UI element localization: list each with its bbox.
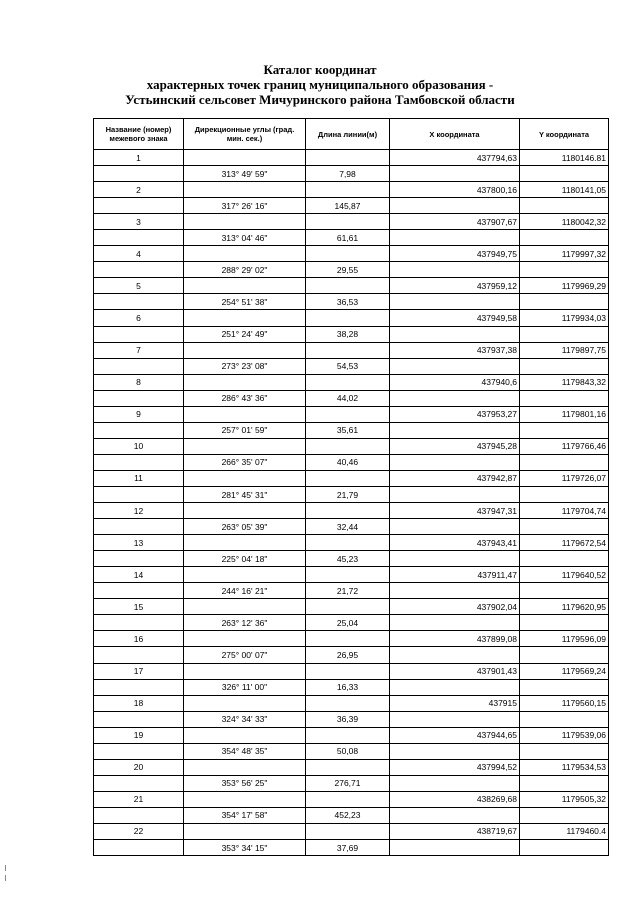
direction-angle-cell: 353° 34' 15" [184,840,306,856]
segment-row [94,486,609,502]
empty-cell [390,294,520,310]
direction-angle-cell: 288° 29' 02" [184,262,306,278]
y-coordinate-cell: 1179897,75 [520,342,609,358]
empty-cell [390,198,520,214]
direction-angle-cell: 354° 48' 35" [184,743,306,759]
point-row [94,759,609,775]
point-row [94,374,609,390]
empty-cell [390,519,520,535]
x-coordinate-cell: 437902,04 [390,599,520,615]
empty-cell [94,390,184,406]
point-row [94,150,609,166]
point-name-cell: 3 [94,214,184,230]
x-coordinate-cell: 437959,12 [390,278,520,294]
direction-angle-cell: 281° 45' 31" [184,486,306,502]
empty-cell [184,310,306,326]
y-coordinate-cell: 1179672,54 [520,535,609,551]
segment-row [94,230,609,246]
empty-cell [390,326,520,342]
point-row [94,214,609,230]
direction-angle-cell: 251° 24' 49" [184,326,306,342]
point-row [94,567,609,583]
direction-angle-cell: 257° 01' 59" [184,422,306,438]
y-coordinate-cell: 1180042,32 [520,214,609,230]
y-coordinate-cell: 1179997,32 [520,246,609,262]
y-coordinate-cell: 1179726,07 [520,470,609,486]
empty-cell [390,711,520,727]
empty-cell [94,486,184,502]
point-name-cell: 20 [94,759,184,775]
direction-angle-cell: 275° 00' 07" [184,647,306,663]
empty-cell [520,775,609,791]
segment-row [94,647,609,663]
empty-cell [390,358,520,374]
line-length-cell: 36,53 [306,294,390,310]
document-title [0,62,640,107]
empty-cell [306,695,390,711]
empty-cell [390,807,520,823]
empty-cell [520,807,609,823]
empty-cell [520,519,609,535]
header-x: X координата [390,119,520,150]
y-coordinate-cell: 1179934,03 [520,310,609,326]
point-name-cell: 16 [94,631,184,647]
empty-cell [390,454,520,470]
x-coordinate-cell: 437901,43 [390,663,520,679]
empty-cell [520,422,609,438]
y-coordinate-cell: 1179534,53 [520,759,609,775]
empty-cell [94,551,184,567]
y-coordinate-cell: 1179766,46 [520,438,609,454]
margin-mark [5,865,6,871]
line-length-cell: 21,72 [306,583,390,599]
table-body [94,150,609,856]
empty-cell [390,422,520,438]
segment-row [94,198,609,214]
empty-cell [184,791,306,807]
direction-angle-cell: 313° 04' 46" [184,230,306,246]
point-name-cell: 12 [94,503,184,519]
empty-cell [184,631,306,647]
empty-cell [306,503,390,519]
title-line-2: характерных точек границ муниципального образования - [146,77,494,92]
empty-cell [306,374,390,390]
segment-row [94,166,609,182]
empty-cell [306,631,390,647]
point-row [94,823,609,839]
point-name-cell: 4 [94,246,184,262]
empty-cell [520,679,609,695]
empty-cell [184,374,306,390]
empty-cell [306,663,390,679]
empty-cell [390,840,520,856]
point-row [94,246,609,262]
line-length-cell: 32,44 [306,519,390,535]
empty-cell [306,759,390,775]
empty-cell [390,583,520,599]
segment-row [94,454,609,470]
segment-row [94,390,609,406]
empty-cell [306,438,390,454]
segment-row [94,840,609,856]
direction-angle-cell: 353° 56' 25" [184,775,306,791]
x-coordinate-cell: 437949,58 [390,310,520,326]
y-coordinate-cell: 1179539,06 [520,727,609,743]
empty-cell [94,519,184,535]
x-coordinate-cell: 437944,65 [390,727,520,743]
empty-cell [390,615,520,631]
segment-row [94,615,609,631]
empty-cell [520,647,609,663]
point-row [94,342,609,358]
empty-cell [184,214,306,230]
empty-cell [184,342,306,358]
empty-cell [306,535,390,551]
point-name-cell: 5 [94,278,184,294]
segment-row [94,583,609,599]
x-coordinate-cell: 437937,38 [390,342,520,358]
direction-angle-cell: 225° 04' 18" [184,551,306,567]
point-row [94,695,609,711]
empty-cell [184,759,306,775]
header-angle: Дирекционные углы (град. мин. сек.) [184,119,306,150]
empty-cell [390,166,520,182]
point-row [94,663,609,679]
x-coordinate-cell: 437947,31 [390,503,520,519]
empty-cell [184,503,306,519]
empty-cell [520,551,609,567]
margin-mark [5,875,6,881]
empty-cell [184,567,306,583]
line-length-cell: 452,23 [306,807,390,823]
point-name-cell: 18 [94,695,184,711]
empty-cell [520,230,609,246]
point-name-cell: 22 [94,823,184,839]
point-row [94,310,609,326]
x-coordinate-cell: 437911,47 [390,567,520,583]
x-coordinate-cell: 437800,16 [390,182,520,198]
x-coordinate-cell: 438719,67 [390,823,520,839]
x-coordinate-cell: 437915 [390,695,520,711]
line-length-cell: 26,95 [306,647,390,663]
y-coordinate-cell: 1179704,74 [520,503,609,519]
x-coordinate-cell: 437945,28 [390,438,520,454]
y-coordinate-cell: 1179560,15 [520,695,609,711]
point-name-cell: 7 [94,342,184,358]
y-coordinate-cell: 1179620,95 [520,599,609,615]
empty-cell [306,182,390,198]
x-coordinate-cell: 437899,08 [390,631,520,647]
line-length-cell: 21,79 [306,486,390,502]
y-coordinate-cell: 1179596,09 [520,631,609,647]
empty-cell [306,727,390,743]
empty-cell [306,567,390,583]
line-length-cell: 44,02 [306,390,390,406]
empty-cell [184,663,306,679]
empty-cell [94,326,184,342]
empty-cell [520,486,609,502]
empty-cell [390,775,520,791]
empty-cell [184,823,306,839]
empty-cell [306,246,390,262]
point-name-cell: 1 [94,150,184,166]
empty-cell [184,150,306,166]
line-length-cell: 54,53 [306,358,390,374]
line-length-cell: 35,61 [306,422,390,438]
y-coordinate-cell: 1179801,16 [520,406,609,422]
y-coordinate-cell: 1180146.81 [520,150,609,166]
empty-cell [390,262,520,278]
y-coordinate-cell: 1179460.4 [520,823,609,839]
empty-cell [306,150,390,166]
direction-angle-cell: 286° 43' 36" [184,390,306,406]
direction-angle-cell: 263° 05' 39" [184,519,306,535]
empty-cell [520,840,609,856]
empty-cell [390,486,520,502]
segment-row [94,551,609,567]
coordinates-table [93,118,609,856]
point-row [94,727,609,743]
empty-cell [94,743,184,759]
empty-cell [520,615,609,631]
header-length: Длина линии(м) [306,119,390,150]
segment-row [94,775,609,791]
empty-cell [306,406,390,422]
empty-cell [306,278,390,294]
empty-cell [520,454,609,470]
line-length-cell: 50,08 [306,743,390,759]
segment-row [94,262,609,278]
empty-cell [94,647,184,663]
direction-angle-cell: 266° 35' 07" [184,454,306,470]
empty-cell [306,342,390,358]
point-name-cell: 6 [94,310,184,326]
point-row [94,791,609,807]
line-length-cell: 276,71 [306,775,390,791]
point-row [94,599,609,615]
empty-cell [520,294,609,310]
header-y: Y координата [520,119,609,150]
direction-angle-cell: 324° 34' 33" [184,711,306,727]
point-name-cell: 14 [94,567,184,583]
segment-row [94,294,609,310]
direction-angle-cell: 354° 17' 58" [184,807,306,823]
point-name-cell: 19 [94,727,184,743]
x-coordinate-cell: 437953,27 [390,406,520,422]
x-coordinate-cell: 438269,68 [390,791,520,807]
empty-cell [306,310,390,326]
segment-row [94,422,609,438]
empty-cell [390,743,520,759]
empty-cell [94,358,184,374]
empty-cell [306,599,390,615]
point-row [94,631,609,647]
empty-cell [184,438,306,454]
direction-angle-cell: 326° 11' 00" [184,679,306,695]
point-row [94,182,609,198]
y-coordinate-cell: 1180141,05 [520,182,609,198]
x-coordinate-cell: 437907,67 [390,214,520,230]
point-row [94,470,609,486]
empty-cell [94,294,184,310]
point-name-cell: 17 [94,663,184,679]
empty-cell [184,599,306,615]
x-coordinate-cell: 437794,63 [390,150,520,166]
empty-cell [520,711,609,727]
point-row [94,406,609,422]
empty-cell [94,166,184,182]
x-coordinate-cell: 437942,87 [390,470,520,486]
empty-cell [184,535,306,551]
line-length-cell: 25,04 [306,615,390,631]
empty-cell [520,358,609,374]
y-coordinate-cell: 1179640,52 [520,567,609,583]
empty-cell [390,679,520,695]
line-length-cell: 36,39 [306,711,390,727]
empty-cell [390,551,520,567]
point-name-cell: 15 [94,599,184,615]
empty-cell [306,214,390,230]
empty-cell [94,262,184,278]
empty-cell [520,262,609,278]
segment-row [94,807,609,823]
y-coordinate-cell: 1179505,32 [520,791,609,807]
line-length-cell: 38,28 [306,326,390,342]
line-length-cell: 37,69 [306,840,390,856]
empty-cell [184,406,306,422]
point-name-cell: 2 [94,182,184,198]
empty-cell [94,840,184,856]
y-coordinate-cell: 1179843,32 [520,374,609,390]
empty-cell [184,278,306,294]
point-row [94,278,609,294]
y-coordinate-cell: 1179569,24 [520,663,609,679]
empty-cell [390,647,520,663]
direction-angle-cell: 244° 16' 21" [184,583,306,599]
point-row [94,438,609,454]
x-coordinate-cell: 437994,52 [390,759,520,775]
title-line-1: Каталог координат [263,62,377,77]
empty-cell [520,198,609,214]
empty-cell [520,326,609,342]
empty-cell [94,615,184,631]
point-name-cell: 10 [94,438,184,454]
segment-row [94,326,609,342]
line-length-cell: 29,55 [306,262,390,278]
direction-angle-cell: 317° 26' 16" [184,198,306,214]
line-length-cell: 61,61 [306,230,390,246]
empty-cell [520,743,609,759]
empty-cell [94,679,184,695]
segment-row [94,711,609,727]
point-name-cell: 11 [94,470,184,486]
point-name-cell: 21 [94,791,184,807]
empty-cell [94,454,184,470]
empty-cell [306,823,390,839]
empty-cell [520,583,609,599]
segment-row [94,679,609,695]
point-name-cell: 13 [94,535,184,551]
point-row [94,503,609,519]
segment-row [94,519,609,535]
empty-cell [390,390,520,406]
line-length-cell: 16,33 [306,679,390,695]
line-length-cell: 45,23 [306,551,390,567]
segment-row [94,358,609,374]
empty-cell [94,198,184,214]
direction-angle-cell: 263° 12' 36" [184,615,306,631]
direction-angle-cell: 313° 49' 59" [184,166,306,182]
point-row [94,535,609,551]
empty-cell [520,166,609,182]
line-length-cell: 40,46 [306,454,390,470]
empty-cell [184,695,306,711]
table-header-row [94,119,609,150]
x-coordinate-cell: 437943,41 [390,535,520,551]
line-length-cell: 7,98 [306,166,390,182]
x-coordinate-cell: 437949,75 [390,246,520,262]
direction-angle-cell: 273° 23' 08" [184,358,306,374]
header-name: Название (номер) межевого знака [94,119,184,150]
empty-cell [184,727,306,743]
empty-cell [94,711,184,727]
empty-cell [94,422,184,438]
x-coordinate-cell: 437940,6 [390,374,520,390]
empty-cell [94,230,184,246]
empty-cell [184,182,306,198]
empty-cell [94,807,184,823]
direction-angle-cell: 254° 51' 38" [184,294,306,310]
empty-cell [94,583,184,599]
empty-cell [390,230,520,246]
point-name-cell: 8 [94,374,184,390]
empty-cell [306,470,390,486]
y-coordinate-cell: 1179969,29 [520,278,609,294]
point-name-cell: 9 [94,406,184,422]
empty-cell [94,775,184,791]
empty-cell [520,390,609,406]
segment-row [94,743,609,759]
empty-cell [184,246,306,262]
empty-cell [306,791,390,807]
title-line-3: Устьинский сельсовет Мичуринского района Тамбовской области [125,92,515,107]
empty-cell [184,470,306,486]
line-length-cell: 145,87 [306,198,390,214]
